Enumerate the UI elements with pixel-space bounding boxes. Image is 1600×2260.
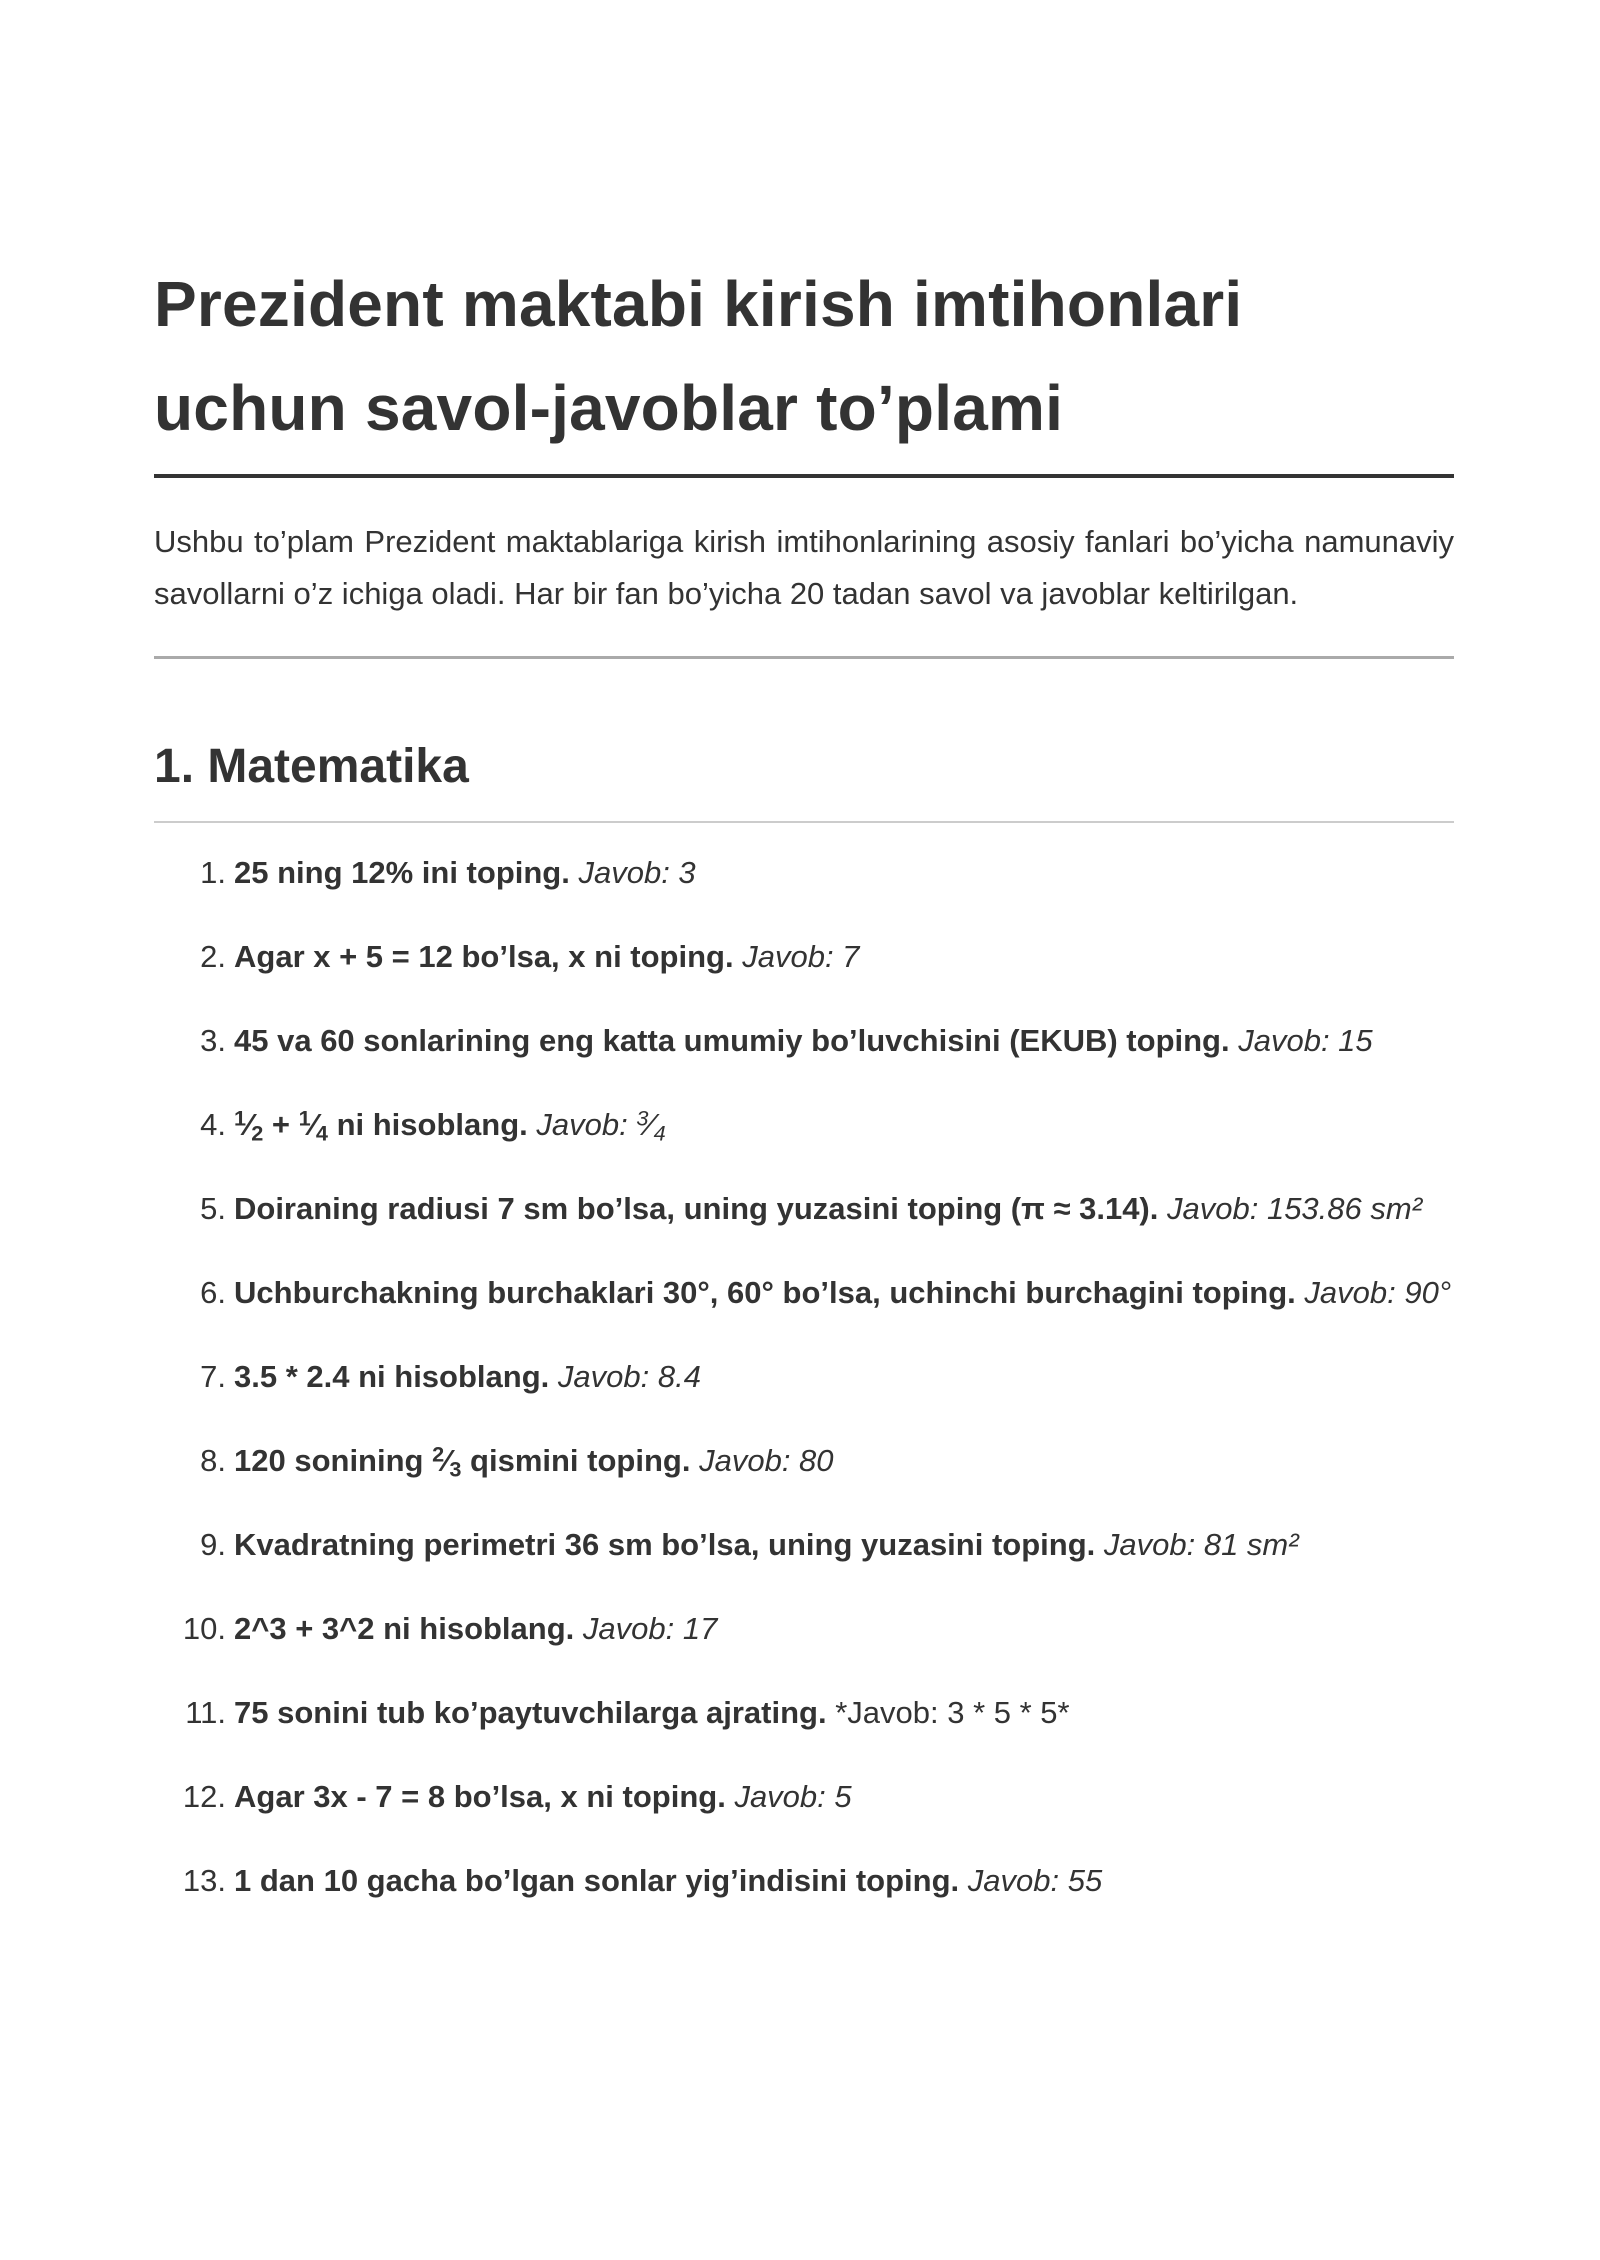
question-text: 120 sonining $^2⁄_3$ qismini toping. [234, 1441, 691, 1482]
answer-text: Javob: 153.86 sm² [1167, 1191, 1423, 1226]
question-text: Uchburchakning burchaklari 30°, 60° bo’lsa, uchinchi burchagini toping. [234, 1275, 1296, 1310]
fraction-quarter: $^1⁄_4$ [298, 1105, 328, 1146]
page-title [154, 252, 1454, 460]
answer-text: Javob: 90° [1304, 1275, 1452, 1310]
fraction-two-thirds: $^2⁄_3$ [432, 1441, 462, 1482]
answer-text: Javob: $^3⁄_4$ [536, 1105, 666, 1146]
question-text: 25 ning 12% ini toping. [234, 855, 570, 890]
fraction-half: $^1⁄_2$ [234, 1105, 264, 1146]
question-text: 45 va 60 sonlarining eng katta umumiy bo’luvchisini (EKUB) toping. [234, 1023, 1230, 1058]
answer-text: Javob: 55 [967, 1863, 1103, 1898]
question-number: 11. [185, 1695, 226, 1730]
section-divider [154, 821, 1454, 823]
question-text: 75 sonini tub ko’paytuvchilarga ajrating. [234, 1695, 827, 1730]
question-text: 1 dan 10 gacha bo’lgan sonlar yig’indisini toping. [234, 1863, 960, 1898]
question-item [154, 1771, 1454, 1823]
question-number: 5. [200, 1191, 226, 1226]
question-text: Doiraning radiusi 7 sm bo’lsa, uning yuzasini toping (π ≈ 3.14). [234, 1191, 1159, 1226]
question-number: 8. [200, 1443, 226, 1478]
question-number: 1. [200, 855, 226, 890]
answer-text: Javob: 80 [699, 1443, 834, 1478]
question-text: Agar x + 5 = 12 bo’lsa, x ni toping. [234, 939, 734, 974]
answer-text: Javob: 5 [734, 1779, 852, 1814]
answer-text: Javob: 7 [742, 939, 860, 974]
question-item [154, 1435, 1454, 1487]
question-item [154, 1099, 1454, 1151]
question-number: 13. [182, 1863, 226, 1898]
question-item [154, 1015, 1454, 1067]
title-line-2: uchun savol-javoblar to’plami [154, 372, 1064, 444]
question-item [154, 1351, 1454, 1403]
question-list [154, 847, 1454, 1907]
question-number: 4. [200, 1107, 226, 1142]
answer-text: Javob: 81 sm² [1103, 1527, 1299, 1562]
question-item [154, 931, 1454, 983]
question-text: Agar 3x - 7 = 8 bo’lsa, x ni toping. [234, 1779, 726, 1814]
question-item [154, 1183, 1454, 1235]
intro-divider [154, 656, 1454, 659]
question-number: 9. [200, 1527, 226, 1562]
document-page [154, 252, 1454, 1939]
question-item [154, 1267, 1454, 1319]
title-line-1: Prezident maktabi kirish imtihonlari [154, 268, 1243, 340]
question-text: 3.5 * 2.4 ni hisoblang. [234, 1359, 550, 1394]
question-number: 10. [182, 1611, 226, 1646]
question-text: 2^3 + 3^2 ni hisoblang. [234, 1611, 575, 1646]
question-number: 3. [200, 1023, 226, 1058]
question-number: 2. [200, 939, 226, 974]
answer-text: Javob: 3 [578, 855, 696, 890]
question-number: 6. [200, 1275, 226, 1310]
fraction-three-quarters: $^3⁄_4$ [636, 1105, 666, 1146]
question-item [154, 1603, 1454, 1655]
question-item [154, 847, 1454, 899]
answer-text: Javob: 17 [582, 1611, 718, 1646]
answer-text: Javob: 8.4 [557, 1359, 701, 1394]
title-divider [154, 474, 1454, 478]
question-number: 7. [200, 1359, 226, 1394]
question-text: $^1⁄_2$ + $^1⁄_4$ ni hisoblang. [234, 1105, 528, 1146]
question-item [154, 1855, 1454, 1907]
question-text: Kvadratning perimetri 36 sm bo’lsa, uning yuzasini toping. [234, 1527, 1096, 1562]
answer-text: *Javob: 3 * 5 * 5* [835, 1695, 1070, 1730]
question-number: 12. [182, 1779, 226, 1814]
section-title: 1. Matematika [154, 740, 469, 793]
question-item [154, 1519, 1454, 1571]
intro-paragraph: Ushbu to’plam Prezident maktablariga kirish imtihonlarining asosiy fanlari bo’yicha namunaviy savollarni o’z ichiga oladi. Har bir fan bo’yicha 20 tadan savol va javoblar keltirilgan. [154, 524, 1454, 611]
question-item [154, 1687, 1454, 1739]
answer-text: Javob: 15 [1238, 1023, 1373, 1058]
